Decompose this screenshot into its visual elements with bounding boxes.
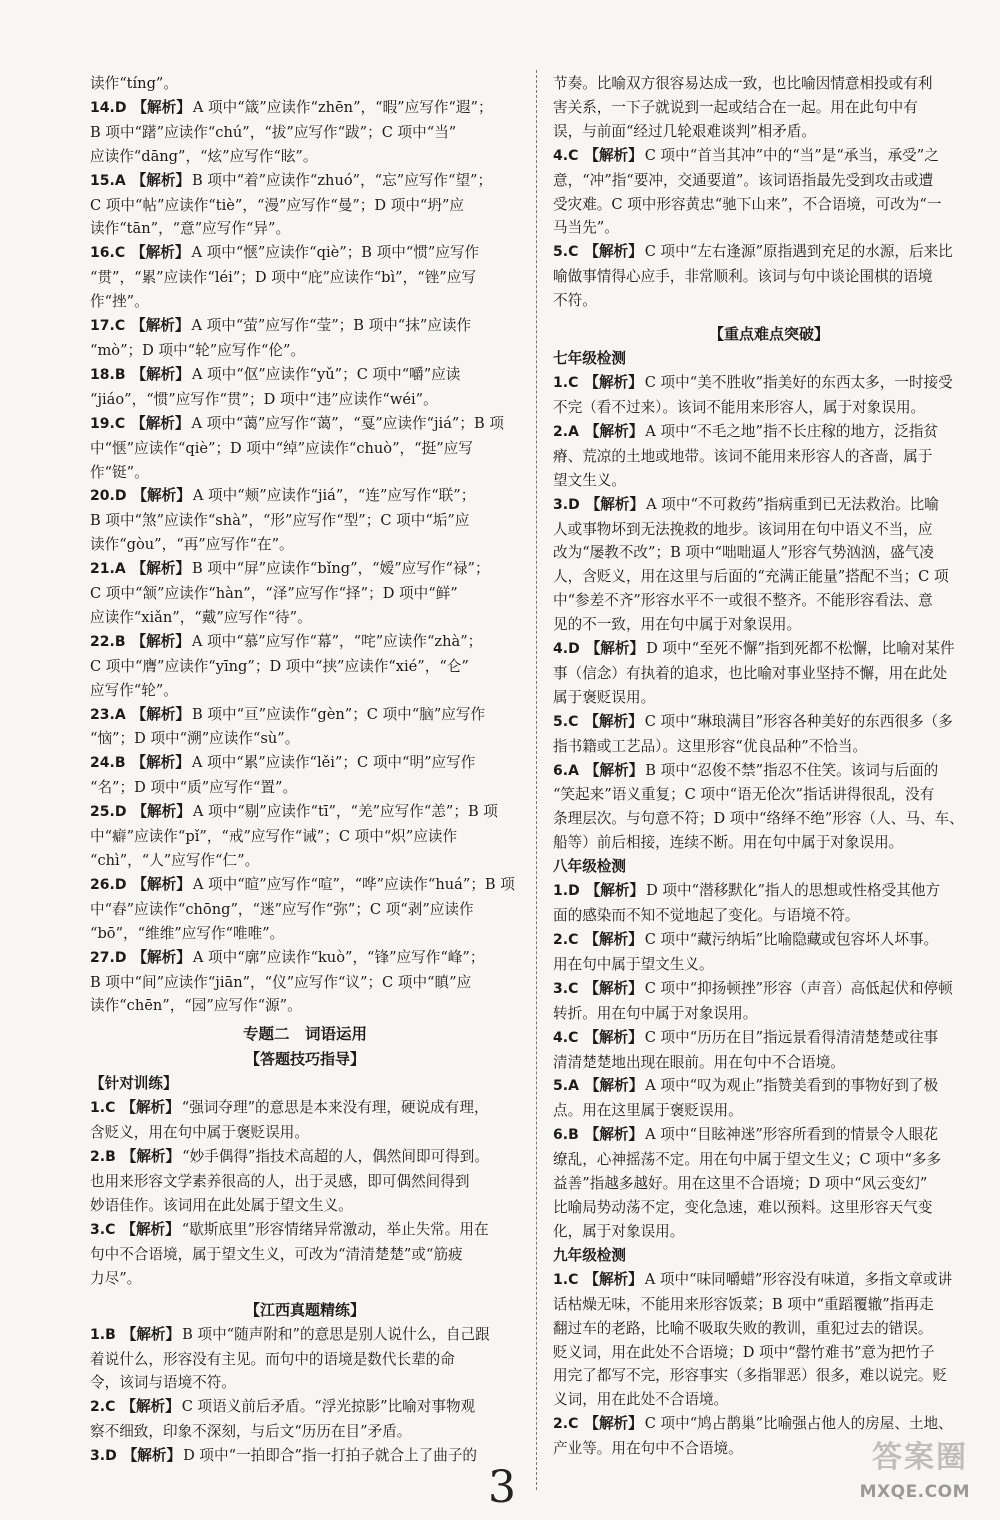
analysis-text-line: 着说什么，形容没有主见。而句中的语境是数代长辈的命 bbox=[90, 1350, 455, 1368]
analysis-tag: 【解析】 bbox=[132, 948, 191, 966]
item-number: 5. bbox=[553, 713, 569, 730]
answer-item bbox=[90, 1323, 520, 1348]
answer-letter: C bbox=[105, 1100, 116, 1117]
grade7-heading: 七年级检测 bbox=[553, 350, 626, 368]
analysis-tag: 【解析】 bbox=[584, 243, 643, 261]
analysis-text: A 项中“萤”应写作“莹”；B 项中“抹”应读作 bbox=[191, 317, 472, 335]
answer-letter: C bbox=[105, 1221, 116, 1238]
answer-letter: C bbox=[114, 415, 126, 432]
continued-text: 读作“tíng”。 bbox=[90, 75, 178, 92]
answer-letter: C bbox=[568, 375, 579, 392]
analysis-tag: 【解析】 bbox=[131, 754, 190, 772]
answer-letter: D bbox=[114, 804, 127, 821]
answer-letter: B bbox=[568, 1127, 579, 1144]
answer-letter: A bbox=[114, 561, 126, 578]
analysis-text: C 项中“美不胜收”指美好的东西太多，一时接受 bbox=[644, 374, 953, 392]
analysis-text-line: “笑起来”语义重复；C 项中“语无伦次”指话讲得很乱，没有 bbox=[553, 786, 935, 804]
item-number: 14. bbox=[90, 99, 115, 116]
analysis-text-line: 也用来形容文学素养很高的人，出于灵感，即可偶然间得到 bbox=[90, 1173, 470, 1191]
answer-letter: B bbox=[114, 366, 126, 383]
analysis-text-line: 指书籍或工艺品）。这里形容“优良品种”不恰当。 bbox=[553, 737, 868, 755]
analysis-text-line: 产业等。用在句中不合语境。 bbox=[553, 1440, 743, 1458]
answer-item bbox=[553, 759, 985, 784]
analysis-tag: 【解析】 bbox=[121, 1220, 180, 1238]
analysis-tag: 【解析】 bbox=[131, 705, 191, 723]
answer-letter: D bbox=[114, 488, 127, 505]
item-number: 3. bbox=[90, 1221, 106, 1238]
answer-list-training bbox=[90, 1096, 520, 1290]
analysis-tag: 【解析】 bbox=[585, 882, 645, 900]
answer-item bbox=[90, 557, 520, 582]
analysis-text-line: 读作“tān”，“意”应写作“异”。 bbox=[90, 220, 291, 238]
item-number: 1. bbox=[90, 1326, 106, 1343]
item-number: 2. bbox=[553, 1416, 569, 1433]
answer-item bbox=[90, 96, 520, 121]
grade8-heading: 八年级检测 bbox=[553, 858, 626, 876]
analysis-text-line: 瘠、荒凉的土地或地带。该词不能用来形容人的吝啬，属于 bbox=[553, 447, 933, 465]
analysis-text: C 项中“藏污纳垢”比喻隐藏或包容坏人坏事。 bbox=[644, 931, 939, 948]
analysis-text: C 项语义前后矛盾。“浮光掠影”比喻对事物观 bbox=[181, 1398, 476, 1416]
analysis-tag: 【解析】 bbox=[121, 1325, 181, 1343]
answer-item bbox=[553, 1268, 985, 1293]
item-number: 27. bbox=[90, 949, 115, 966]
answer-letter: D bbox=[105, 1448, 117, 1465]
item-number: 6. bbox=[553, 762, 569, 779]
answer-letter: D bbox=[114, 949, 127, 966]
answer-letter: D bbox=[114, 99, 127, 116]
analysis-text-line: 读作“chēn”，“园”应写作“源”。 bbox=[90, 997, 302, 1015]
item-number: 25. bbox=[90, 804, 115, 821]
analysis-text-line: 受灾难。C 项中形容黄忠“驰下山来”，不合语境，可改为“一 bbox=[553, 195, 942, 213]
analysis-tag: 【解析】 bbox=[131, 171, 191, 189]
answer-item bbox=[90, 412, 520, 437]
item-number: 22. bbox=[90, 633, 115, 650]
analysis-tag: 【解析】 bbox=[132, 98, 191, 116]
analysis-text-line: 读作“gòu”，“再”应写作“在”。 bbox=[90, 536, 294, 554]
section-title: 专题二 词语运用 bbox=[242, 1024, 367, 1044]
analysis-text: D 项中“至死不懈”指到死都不松懈，比喻对某件 bbox=[646, 640, 955, 658]
answer-item bbox=[553, 371, 985, 396]
answer-letter: A bbox=[114, 172, 126, 189]
analysis-text-line: 力尽”。 bbox=[90, 1269, 142, 1287]
analysis-text-line: 意，“冲”指“要冲，交通要道”。该词语指最先受到攻击或遭 bbox=[553, 171, 934, 189]
analysis-text-line: 不完（看不过来）。该词不能用来形容人，属于对象误用。 bbox=[553, 398, 926, 416]
analysis-text: A 项中“叹为观止”指赞美看到的事物好到了极 bbox=[645, 1077, 939, 1095]
item-number: 2. bbox=[90, 1399, 106, 1416]
analysis-text-line: 翻过车的老路，比喻不吸取失败的教训，重犯过去的错误。 bbox=[553, 1319, 933, 1337]
item-number: 5. bbox=[553, 244, 569, 261]
watermark-url: MXQE.COM bbox=[859, 1482, 970, 1502]
analysis-tag: 【解析】 bbox=[584, 712, 643, 730]
analysis-tag: 【解析】 bbox=[584, 422, 644, 440]
answer-item bbox=[90, 241, 520, 266]
analysis-text-line: 作“铤”。 bbox=[90, 463, 149, 481]
answer-item bbox=[553, 493, 985, 518]
answer-letter: C bbox=[105, 1399, 116, 1416]
analysis-text-line: “bō”，“维维”应写作“唯唯”。 bbox=[90, 924, 285, 942]
analysis-text: A 项中“惬”应读作“qiè”；B 项中“惯”应写作 bbox=[191, 244, 480, 262]
analysis-tag: 【解析】 bbox=[584, 1270, 643, 1288]
analysis-text: A 项中“颊”应读作“jiá”，“连”应写作“联”； bbox=[192, 487, 476, 505]
analysis-text: B 项中“随声附和”的意思是别人说什么，自己跟 bbox=[182, 1325, 490, 1343]
analysis-text-line: 人，含贬义，用在这里与后面的“充满正能量”搭配不当；C 项 bbox=[553, 568, 949, 586]
answer-item bbox=[553, 637, 985, 662]
analysis-text-line: 缭乱，心神摇荡不定。用在句中属于望文生义；C 项中“多多 bbox=[553, 1151, 942, 1169]
answer-letter: B bbox=[105, 1149, 116, 1166]
answer-letter: C bbox=[568, 147, 579, 164]
item-number: 19. bbox=[90, 415, 115, 432]
analysis-text: “歇斯底里”形容情绪异常激动，举止失常。用在 bbox=[181, 1220, 489, 1238]
answer-letter: C bbox=[568, 244, 579, 261]
analysis-text: A 项中“剔”应读作“tī”，“羌”应写作“恙”；B 项 bbox=[192, 803, 498, 821]
answer-letter: B bbox=[105, 1326, 116, 1343]
analysis-text-line: 益善”指越多越好。用在这里不合语境；D 项中“风云变幻” bbox=[553, 1175, 928, 1193]
analysis-text: A 项中“累”应读作“lěi”；C 项中“明”应写作 bbox=[191, 754, 476, 772]
answer-item bbox=[553, 1026, 985, 1051]
answer-letter: B bbox=[114, 633, 126, 650]
answer-letter: D bbox=[114, 876, 127, 893]
continued-block bbox=[553, 72, 985, 144]
answer-list-grade8 bbox=[553, 879, 985, 1244]
analysis-text-line: 改为“屡教不改”；B 项中“咄咄逼人”形容气势汹汹，盛气凌 bbox=[553, 544, 934, 562]
item-number: 20. bbox=[90, 488, 115, 505]
analysis-text-line: 望文生义。 bbox=[553, 471, 626, 489]
item-number: 24. bbox=[90, 755, 115, 772]
item-number: 2. bbox=[553, 932, 569, 948]
analysis-tag: 【解析】 bbox=[584, 146, 643, 164]
analysis-text: C 项中“首当其冲”中的“当”是“承当，承受”之 bbox=[644, 146, 939, 164]
analysis-text: A 项中“暄”应写作“喧”，“哗”应读作“huá”；B 项 bbox=[192, 875, 515, 893]
analysis-text-line: 船等）前后相接，连续不断。用在句中属于对象误用。 bbox=[553, 834, 904, 852]
analysis-tag: 【解析】 bbox=[584, 1028, 643, 1046]
answer-item bbox=[553, 240, 985, 265]
analysis-text-line: C 项中“膺”应读作“yīng”；D 项中“挟”应读作“xié”，“仑” bbox=[90, 657, 469, 675]
analysis-tag: 【解析】 bbox=[121, 1148, 181, 1166]
analysis-text-line: 不符。 bbox=[553, 292, 597, 310]
analysis-text: C 项中“左右逢源”原指遇到充足的水源，后来比 bbox=[644, 243, 953, 261]
item-number: 1. bbox=[553, 1271, 569, 1288]
analysis-tag: 【解析】 bbox=[584, 761, 644, 779]
item-number: 2. bbox=[90, 1149, 106, 1166]
analysis-tag: 【解析】 bbox=[132, 875, 191, 893]
analysis-text: D 项中“潜移默化”指人的思想或性格受其他方 bbox=[646, 882, 941, 900]
analysis-tag: 【解析】 bbox=[584, 374, 643, 392]
answer-letter: B bbox=[114, 755, 126, 772]
analysis-tag: 【解析】 bbox=[584, 1415, 643, 1433]
analysis-text-line: 察不细致，印象不深刻，与后文“历历在目”矛盾。 bbox=[90, 1423, 412, 1441]
analysis-text-line: B 项中“间”应读作“jiān”，“仪”应写作“议”；C 项中“瞋”应 bbox=[90, 973, 472, 991]
answer-item bbox=[90, 1395, 520, 1420]
sub-heading-training: 【针对训练】 bbox=[90, 1075, 178, 1093]
item-number: 3. bbox=[553, 496, 569, 513]
item-number: 4. bbox=[553, 147, 569, 164]
analysis-text-line: 马当先”。 bbox=[553, 219, 619, 237]
analysis-text: “妙手偶得”指技术高超的人，偶然间即可得到。 bbox=[182, 1148, 489, 1166]
analysis-text: C 项中“琳琅满目”形容各种美好的东西很多（多 bbox=[644, 712, 953, 730]
answer-item bbox=[90, 484, 520, 509]
continued-line: 误，与前面“经过几轮艰难谈判”相矛盾。 bbox=[553, 122, 817, 140]
answer-letter: A bbox=[568, 762, 579, 779]
left-column bbox=[90, 72, 520, 1469]
answer-item bbox=[553, 144, 985, 169]
analysis-text-line: 条理层次。与句意不符；D 项中“络绎不绝”形容（人、马、车、 bbox=[553, 810, 964, 828]
analysis-text: A 项中“箴”应读作“zhēn”，“暇”应写作“遐”； bbox=[192, 98, 493, 116]
analysis-text-line: 含贬义，用在句中属于褒贬误用。 bbox=[90, 1124, 309, 1142]
analysis-text-line: “名”；D 项中“质”应写作“置”。 bbox=[90, 779, 298, 797]
answer-list-exam bbox=[90, 1323, 520, 1469]
analysis-text-line: C 项中“颔”应读作“hàn”，“泽”应写作“择”；D 项中“鲜” bbox=[90, 585, 458, 603]
analysis-tag: 【解析】 bbox=[584, 1126, 644, 1144]
analysis-text-line: 话枯燥无味，不能用来形容饭菜；B 项中“重蹈覆辙”指再走 bbox=[553, 1295, 934, 1313]
analysis-tag: 【解析】 bbox=[122, 1447, 182, 1465]
answer-list-pinyin bbox=[90, 96, 520, 1018]
analysis-tag: 【解析】 bbox=[121, 1099, 180, 1117]
column-divider bbox=[536, 70, 537, 1490]
item-number: 16. bbox=[90, 245, 115, 262]
answer-letter: C bbox=[568, 932, 579, 948]
analysis-text-line: 见的不一致，用在句中属于对象误用。 bbox=[553, 616, 802, 634]
analysis-text: A 项中“伛”应读作“yǔ”；C 项中“嚼”应读 bbox=[191, 365, 461, 383]
analysis-text-line: 点。用在这里属于褒贬误用。 bbox=[553, 1102, 743, 1120]
item-number: 23. bbox=[90, 706, 115, 723]
analysis-text-line: 应读作“xiǎn”，“戴”应写作“待”。 bbox=[90, 608, 312, 626]
analysis-text-line: “jiáo”，“惯”应写作“贯”；D 项中“违”应读作“wéi”。 bbox=[90, 390, 438, 408]
answer-item bbox=[90, 1145, 520, 1170]
analysis-text-line: B 项中“煞”应读作“shà”，“形”应写作“型”；C 项中“垢”应 bbox=[90, 512, 470, 530]
analysis-text: A 项中“目眩神迷”形容所看到的情景令人眼花 bbox=[645, 1126, 938, 1144]
analysis-text-line: “mò”；D 项中“轮”应写作“伦”。 bbox=[90, 341, 306, 359]
answer-list-grade7 bbox=[553, 371, 985, 855]
watermark-logo: 答案圈 bbox=[872, 1440, 968, 1475]
answer-letter: D bbox=[568, 883, 580, 900]
analysis-text: B 项中“屏”应读作“bǐng”，“嫒”应写作“禄”； bbox=[192, 560, 490, 578]
grade9-heading: 九年级检测 bbox=[553, 1246, 626, 1264]
analysis-text-line: “贯”，“累”应读作“léi”；D 项中“庇”应读作“bì”，“锉”应写 bbox=[90, 269, 476, 287]
analysis-text-line: 应读作“dāng”，“炫”应写作“眩”。 bbox=[90, 147, 318, 165]
answer-item bbox=[90, 169, 520, 194]
answer-item bbox=[553, 879, 985, 904]
answer-item bbox=[90, 800, 520, 825]
item-number: 1. bbox=[553, 375, 569, 392]
analysis-text-line: 应写作“轮”。 bbox=[90, 681, 178, 699]
analysis-text: “强词夺理”的意思是本来没有理，硬说成有理， bbox=[181, 1099, 489, 1117]
item-number: 3. bbox=[553, 980, 569, 997]
analysis-text-line: C 项中“帖”应读作“tiè”，“漫”应写作“曼”；D 项中“坍”应 bbox=[90, 196, 465, 214]
answer-item bbox=[553, 928, 985, 953]
analysis-tag: 【解析】 bbox=[131, 632, 190, 650]
item-number: 1. bbox=[553, 883, 569, 900]
analysis-text: C 项中“抑扬顿挫”形容（声音）高低起伏和停顿 bbox=[644, 979, 953, 997]
item-number: 3. bbox=[90, 1448, 106, 1465]
analysis-text-line: 属于褒贬误用。 bbox=[553, 688, 656, 706]
answer-letter: C bbox=[568, 980, 579, 997]
answer-item bbox=[90, 751, 520, 776]
analysis-tag: 【解析】 bbox=[131, 414, 190, 432]
answer-list-exam-cont bbox=[553, 144, 985, 313]
answer-item bbox=[90, 630, 520, 655]
analysis-text: A 项中“廓”应读作“kuò”，“锋”应写作“峰”； bbox=[192, 948, 485, 966]
analysis-tag: 【解析】 bbox=[132, 487, 191, 505]
right-column bbox=[553, 72, 985, 1461]
answer-item bbox=[553, 977, 985, 1002]
page-number: 3 bbox=[488, 1462, 516, 1513]
answer-item bbox=[90, 1444, 520, 1469]
answer-letter: C bbox=[114, 245, 126, 262]
answer-item bbox=[553, 1074, 985, 1099]
answer-item bbox=[90, 703, 520, 728]
answer-letter: A bbox=[568, 1078, 579, 1095]
item-number: 4. bbox=[553, 641, 569, 658]
box-heading-key: 【重点难点突破】 bbox=[708, 325, 829, 344]
analysis-text-line: 用完了都写不完，形容事实（多指罪恶）很多，难以说完。贬 bbox=[553, 1367, 948, 1385]
item-number: 26. bbox=[90, 876, 115, 893]
analysis-text-line: 比喻局势动荡不定，变化急速，难以预料。这里形容天气变 bbox=[553, 1198, 933, 1216]
analysis-text-line: 中“参差不齐”形容水平不一或很不整齐。不能形容看法、意 bbox=[553, 592, 933, 610]
answer-letter: C bbox=[568, 1416, 579, 1433]
answer-letter: C bbox=[568, 713, 579, 730]
answer-item bbox=[553, 420, 985, 445]
analysis-text: A 项中“味同嚼蜡”形容没有味道，多指文章或讲 bbox=[644, 1270, 953, 1288]
answer-item bbox=[90, 1218, 520, 1243]
item-number: 17. bbox=[90, 318, 115, 335]
item-number: 15. bbox=[90, 172, 115, 189]
analysis-text-line: 化，属于对象误用。 bbox=[553, 1222, 685, 1240]
analysis-text-line: 中“惬”应读作“qiè”；D 项中“绰”应读作“chuò”，“挺”应写 bbox=[90, 439, 473, 457]
item-number: 4. bbox=[553, 1029, 569, 1046]
analysis-text-line: 用在句中属于望文生义。 bbox=[553, 955, 714, 973]
answer-item bbox=[553, 710, 985, 735]
answer-item bbox=[553, 1123, 985, 1148]
answer-item bbox=[90, 1096, 520, 1121]
analysis-text: A 项中“不毛之地”指不长庄稼的地方，泛指贫 bbox=[645, 422, 939, 440]
analysis-text-line: 义词，用在此处不合语境。 bbox=[553, 1391, 729, 1409]
analysis-text: A 项中“慕”应写作“幕”，“咤”应读作“zhà”； bbox=[191, 632, 483, 650]
analysis-text-line: B 项中“躇”应读作“chú”，“拔”应写作“跋”；C 项中“当” bbox=[90, 123, 457, 141]
analysis-text-line: 面的感染而不知不觉地起了变化。与语境不符。 bbox=[553, 907, 860, 925]
analysis-text: C 项中“历历在目”指远景看得清清楚楚或往事 bbox=[644, 1028, 939, 1046]
answer-item bbox=[90, 314, 520, 339]
item-number: 6. bbox=[553, 1127, 569, 1144]
analysis-tag: 【解析】 bbox=[131, 317, 190, 335]
analysis-tag: 【解析】 bbox=[131, 560, 191, 578]
answer-letter: D bbox=[568, 641, 580, 658]
analysis-text: B 项中“亘”应读作“gèn”；C 项中“脑”应写作 bbox=[192, 705, 486, 723]
box-heading-exam: 【江西真题精练】 bbox=[244, 1300, 365, 1319]
analysis-text: C 项中“鸠占鹊巢”比喻强占他人的房屋、土地、 bbox=[644, 1415, 953, 1433]
answer-item bbox=[90, 363, 520, 388]
continued-line: 害关系，一下子就说到一起或结合在一起。用在此句中有 bbox=[553, 98, 918, 116]
answer-letter: A bbox=[114, 706, 126, 723]
analysis-tag: 【解析】 bbox=[584, 931, 643, 948]
item-number: 5. bbox=[553, 1078, 569, 1095]
analysis-tag: 【解析】 bbox=[585, 640, 645, 658]
item-number: 1. bbox=[90, 1100, 106, 1117]
analysis-tag: 【解析】 bbox=[584, 1077, 644, 1095]
analysis-text-line: 句中不合语境，属于望文生义，可改为“清清楚楚”或“筋疲 bbox=[90, 1245, 463, 1263]
answer-letter: C bbox=[568, 1029, 579, 1046]
analysis-text-line: 贬义词，用在此处不合语境；D 项中“罄竹难书”意为把竹子 bbox=[553, 1343, 935, 1361]
answer-item bbox=[90, 946, 520, 971]
analysis-text-line: 作“挫”。 bbox=[90, 293, 149, 311]
analysis-text: D 项中“一拍即合”指一打拍子就合上了曲子的 bbox=[183, 1447, 478, 1465]
analysis-tag: 【解析】 bbox=[131, 244, 190, 262]
analysis-text: A 项中“蔼”应写作“蔼”，“戛”应读作“jiá”；B 项 bbox=[191, 414, 504, 432]
answer-item bbox=[90, 873, 520, 898]
item-number: 18. bbox=[90, 366, 115, 383]
analysis-text: A 项中“不可救药”指病重到已无法救治。比喻 bbox=[646, 495, 939, 513]
answer-letter: D bbox=[568, 496, 580, 513]
analysis-tag: 【解析】 bbox=[131, 365, 190, 383]
analysis-text: B 项中“忍俊不禁”指忍不住笑。该词与后面的 bbox=[645, 761, 939, 779]
answer-letter: C bbox=[114, 318, 126, 335]
answer-letter: C bbox=[568, 1271, 579, 1288]
analysis-tag: 【解析】 bbox=[584, 979, 643, 997]
analysis-text-line: 清清楚楚地出现在眼前。用在句中不合语境。 bbox=[553, 1053, 845, 1071]
analysis-text-line: 事（信念）有执着的追求，也比喻对事业坚持不懈，用在此处 bbox=[553, 664, 948, 682]
continued-line: 节奏。比喻双方很容易达成一致，也比喻因情意相投或有利 bbox=[553, 75, 933, 92]
analysis-text-line: 人或事物坏到无法挽救的地步。该词用在句中语义不当，应 bbox=[553, 520, 933, 538]
analysis-text-line: 喻做事情得心应手，非常顺利。该词与句中谈论围棋的语境 bbox=[553, 268, 933, 286]
analysis-text-line: 转折。用在句中属于对象误用。 bbox=[553, 1004, 758, 1022]
answer-letter: A bbox=[568, 423, 579, 440]
watermark bbox=[838, 1440, 988, 1512]
analysis-text-line: 妙语佳作。该词用在此处属于望文生义。 bbox=[90, 1196, 353, 1214]
analysis-text-line: 中“癖”应读作“pǐ”，“戒”应写作“诫”；C 项中“炽”应读作 bbox=[90, 828, 458, 846]
analysis-text-line: “恼”；D 项中“溯”应读作“sù”。 bbox=[90, 730, 300, 748]
analysis-text-line: 令，该词与语境不符。 bbox=[90, 1374, 236, 1392]
analysis-tag: 【解析】 bbox=[121, 1398, 180, 1416]
analysis-text-line: 中“舂”应读作“chōng”，“迷”应写作“弥”；C 项“剥”应读作 bbox=[90, 900, 474, 918]
analysis-tag: 【解析】 bbox=[585, 495, 645, 513]
analysis-text-line: “chì”，“人”应写作“仁”。 bbox=[90, 852, 260, 869]
box-heading-tips: 【答题技巧指导】 bbox=[244, 1050, 365, 1069]
item-number: 2. bbox=[553, 423, 569, 440]
analysis-tag: 【解析】 bbox=[132, 803, 191, 821]
item-number: 21. bbox=[90, 561, 115, 578]
analysis-text: B 项中“着”应读作“zhuó”，“忘”应写作“望”； bbox=[192, 171, 493, 189]
